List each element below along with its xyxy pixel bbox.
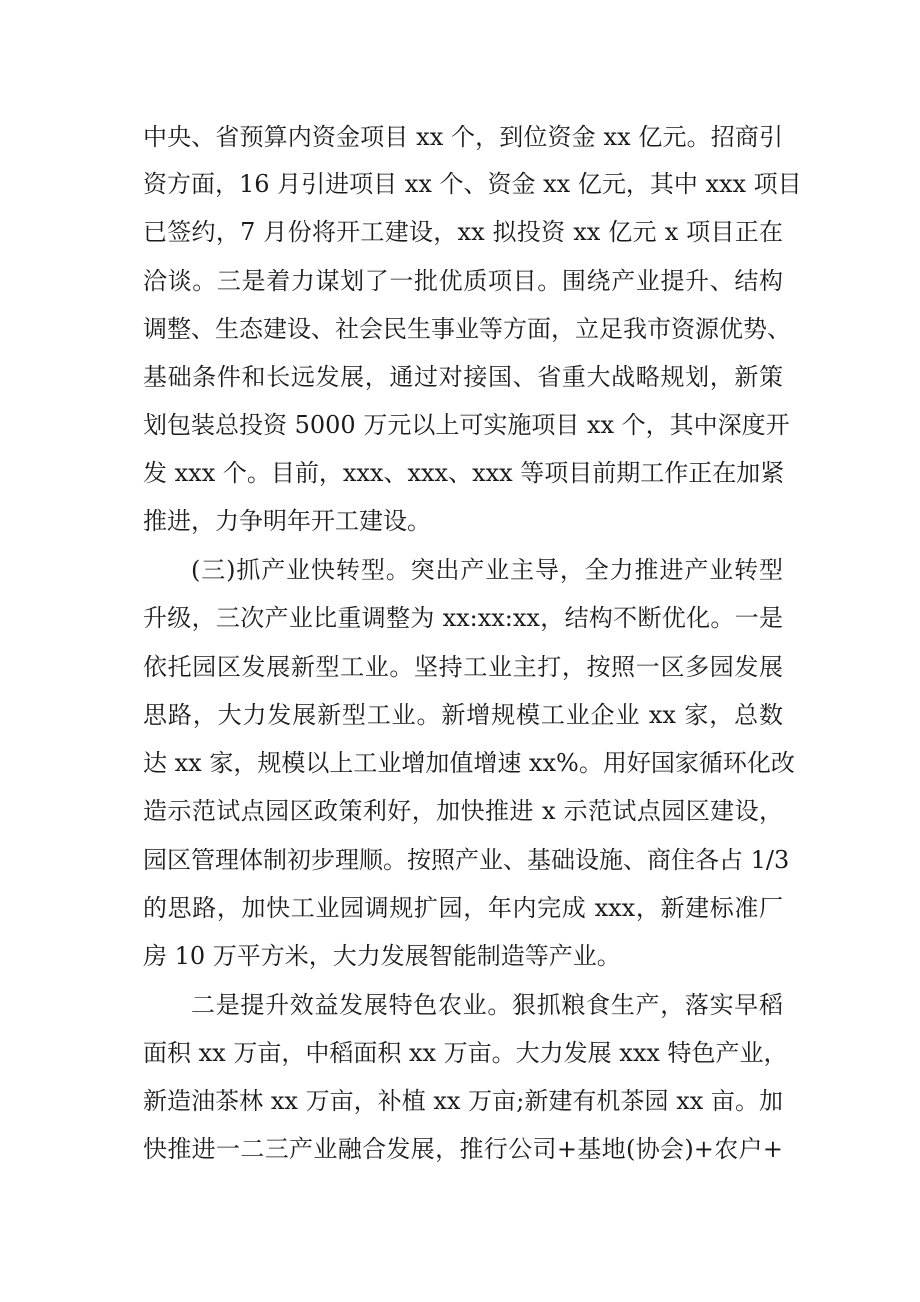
text-line: 依托园区发展新型工业。坚持工业主打，按照一区多园发展	[143, 653, 783, 681]
text-line: 已签约，7 月份将开工建设，xx 拟投资 xx 亿元 x 项目正在	[143, 218, 783, 246]
text-line: 面积 xx 万亩，中稻面积 xx 万亩。大力发展 xxx 特色产业，	[143, 1039, 788, 1067]
text-line: 升级，三次产业比重调整为 xx:xx:xx，结构不断优化。一是	[143, 604, 783, 632]
paragraph-first-line: 二是提升效益发展特色农业。狠抓粮食生产，落实早稻	[191, 991, 783, 1019]
text-line: 资方面，16 月引进项目 xx 个、资金 xx 亿元，其中 xxx 项目	[143, 170, 802, 198]
text-line: 思路，大力发展新型工业。新增规模工业企业 xx 家，总数	[143, 701, 783, 729]
text-line: 洽谈。三是着力谋划了一批优质项目。围绕产业提升、结构	[143, 267, 783, 295]
text-line: 的思路，加快工业园调规扩园，年内完成 xxx，新建标准厂	[143, 894, 783, 922]
text-line: 房 10 万平方米，大力发展智能制造等产业。	[143, 942, 621, 970]
text-line: 发 xxx 个。目前，xxx、xxx、xxx 等项目前期工作正在加紧	[143, 459, 785, 487]
text-line: 快推进一二三产业融合发展，推行公司+基地(协会)+农户+	[143, 1135, 783, 1163]
paragraph-heading-line: (三)抓产业快转型。突出产业主导，全力推进产业转型	[191, 556, 783, 584]
text-line: 基础条件和长远发展，通过对接国、省重大战略规划，新策	[143, 363, 783, 391]
text-line: 造示范试点园区政策利好，加快推进 x 示范试点园区建设，	[143, 797, 783, 825]
text-line: 划包装总投资 5000 万元以上可实施项目 xx 个，其中深度开	[143, 411, 790, 439]
text-line: 达 xx 家，规模以上工业增加值增速 xx%。用好国家循环化改	[143, 749, 795, 777]
text-line: 调整、生态建设、社会民生事业等方面，立足我市资源优势、	[143, 315, 791, 343]
text-line: 园区管理体制初步理顺。按照产业、基础设施、商住各占 1/3	[143, 846, 790, 874]
text-line: 中央、省预算内资金项目 xx 个，到位资金 xx 亿元。招商引	[143, 123, 783, 151]
text-line: 推进，力争明年开工建设。	[143, 507, 431, 535]
text-line: 新造油茶林 xx 万亩，补植 xx 万亩;新建有机茶园 xx 亩。加	[143, 1087, 783, 1115]
